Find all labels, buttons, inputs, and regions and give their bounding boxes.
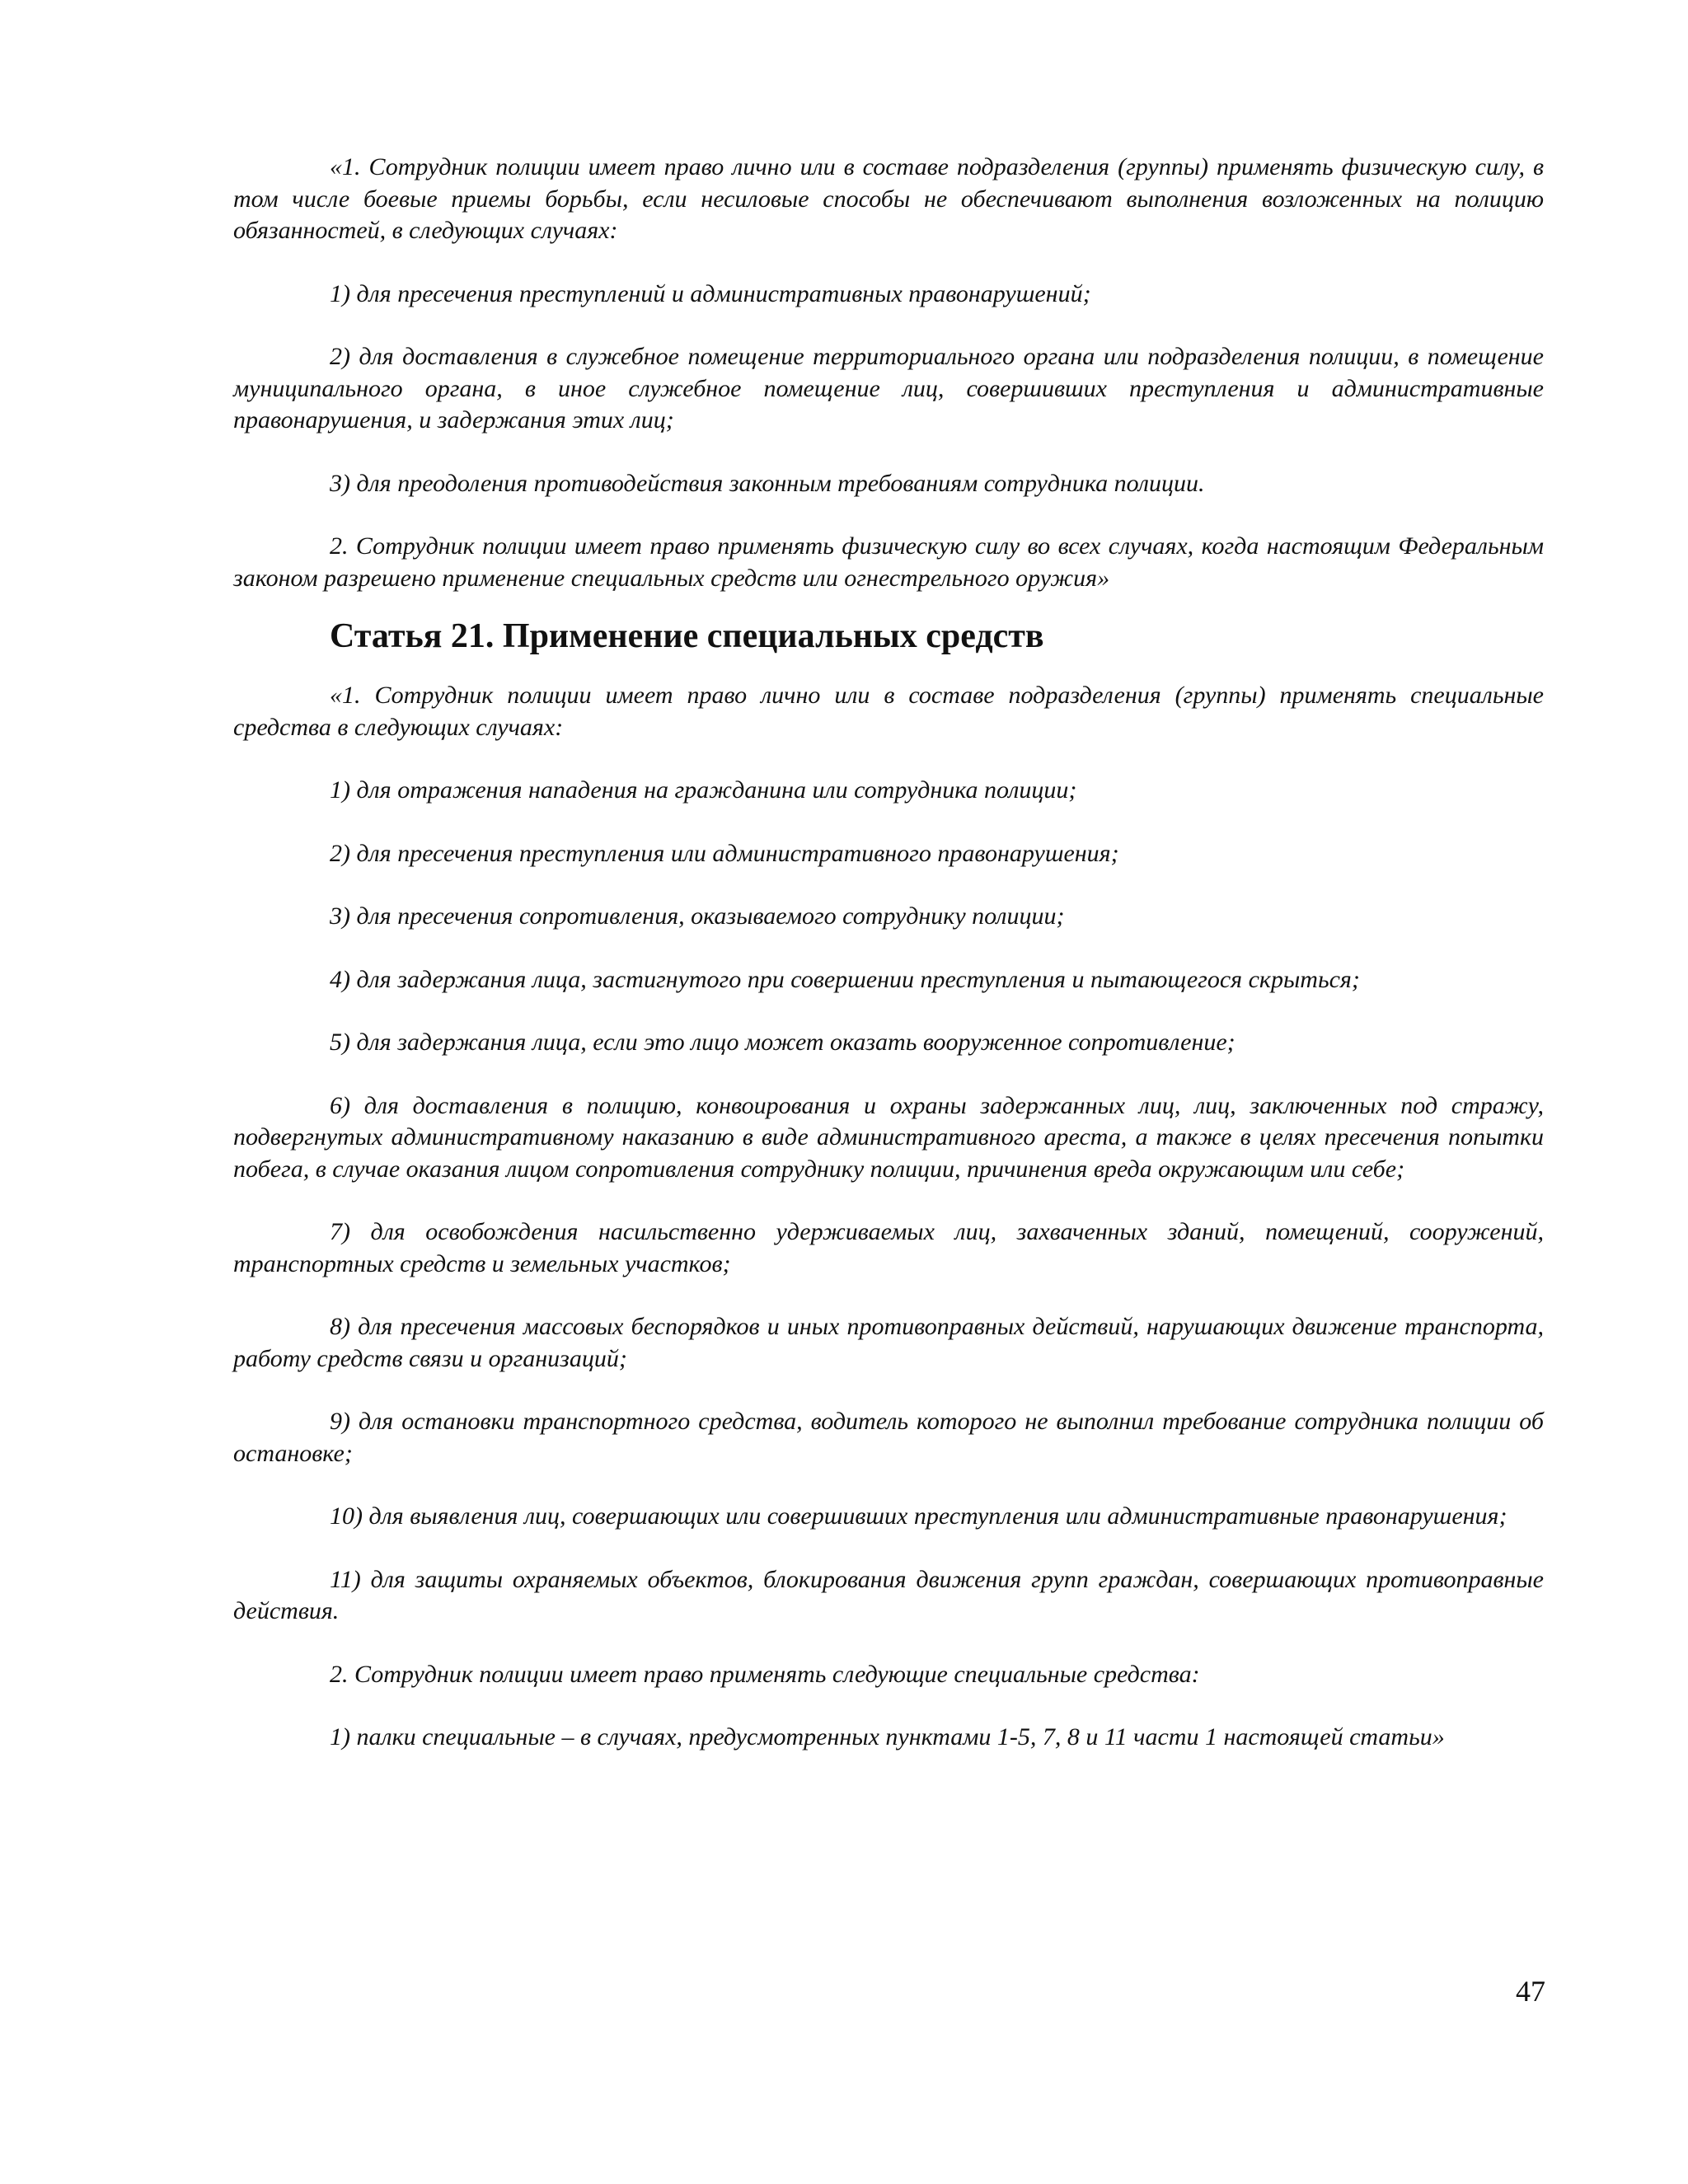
- paragraph: 3) для пресечения сопротивления, оказываемого сотруднику полиции;: [330, 902, 1065, 930]
- document-page: [233, 152, 1544, 1754]
- paragraph: 11) для защиты охраняемых объектов, блокирования движения групп граждан, совершающих противоправные действия.: [233, 1565, 1544, 1624]
- paragraph: 2) для доставления в служебное помещение территориального органа или подразделения полиции, в помещение муниципального органа, в иное служебное помещение лиц, совершивших преступления и административные правонарушения, и задержания этих лиц;: [233, 343, 1544, 434]
- paragraph: 3) для преодоления противодействия законным требованиям сотрудника полиции.: [330, 469, 1205, 497]
- paragraph: 5) для задержания лица, если это лицо может оказать вооруженное сопротивление;: [330, 1029, 1236, 1056]
- paragraph: 6) для доставления в полицию, конвоирования и охраны задержанных лиц, лиц, заключенных под стражу, подвергнутых административному наказанию в виде административного ареста, а также в целях пресечения попытки побега, в случае оказания лицом сопротивления сотруднику полиции, причинения вреда окружающим или себе;: [233, 1091, 1544, 1183]
- paragraph: 2) для пресечения преступления или административного правонарушения;: [330, 839, 1119, 867]
- paragraph: 8) для пресечения массовых беспорядков и иных противоправных действий, нарушающих движение транспорта, работу средств связи и организаций;: [233, 1313, 1544, 1372]
- paragraph: 1) для отражения нападения на гражданина или сотрудника полиции;: [330, 776, 1077, 804]
- paragraph: 1) палки специальные – в случаях, предусмотренных пунктами 1-5, 7, 8 и 11 части 1 настоящей статьи»: [330, 1723, 1445, 1750]
- paragraph: «1. Сотрудник полиции имеет право лично или в составе подразделения (группы) применять физическую силу, в том числе боевые приемы борьбы, если несиловые способы не обеспечивают выполнения возложенных на полицию обязанностей, в следующих случаях:: [233, 153, 1544, 244]
- paragraph: 7) для освобождения насильственно удерживаемых лиц, захваченных зданий, помещений, сооружений, транспортных средств и земельных участков;: [233, 1218, 1544, 1277]
- paragraph: 4) для задержания лица, застигнутого при совершении преступления и пытающегося скрыться;: [330, 965, 1360, 993]
- paragraph: 9) для остановки транспортного средства, водитель которого не выполнил требование сотрудника полиции об остановке;: [233, 1408, 1544, 1467]
- page-number: 47: [1516, 1975, 1545, 2008]
- article-heading: Статья 21. Применение специальных средств: [330, 617, 1044, 655]
- paragraph: 2. Сотрудник полиции имеет право применять следующие специальные средства:: [330, 1660, 1200, 1688]
- paragraph: 2. Сотрудник полиции имеет право применять физическую силу во всех случаях, когда настоящим Федеральным законом разрешено применение специальных средств или огнестрельного оружия»: [233, 532, 1544, 592]
- paragraph: 1) для пресечения преступлений и административных правонарушений;: [330, 279, 1091, 307]
- paragraph: «1. Сотрудник полиции имеет право лично или в составе подразделения (группы) применять специальные средства в следующих случаях:: [233, 682, 1544, 741]
- paragraph: 10) для выявления лиц, совершающих или совершивших преступления или административные правонарушения;: [330, 1502, 1507, 1530]
